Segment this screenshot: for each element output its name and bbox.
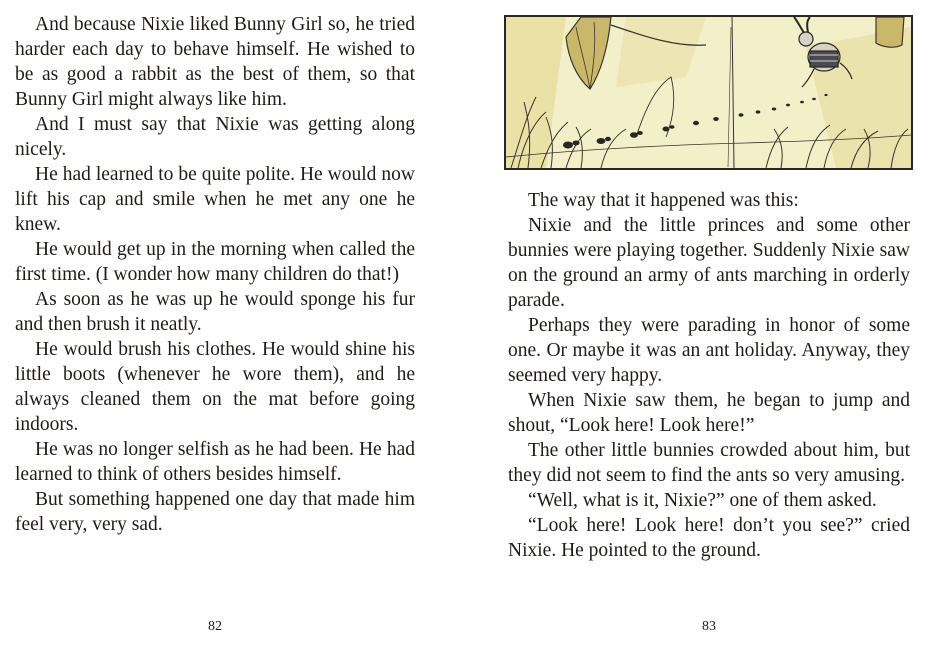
paragraph: And I must say that Nixie was getting along nicely. — [15, 114, 415, 160]
paragraph: But something happened one day that made him feel very, very sad. — [15, 489, 415, 535]
paragraph: He would brush his clothes. He would shine his little boots (whenever he wore them), and he always cleaned them on the mat before going indoors. — [15, 339, 415, 435]
paragraph: He was no longer selfish as he had been. He had learned to think of others besides himself. — [15, 439, 415, 485]
paragraph: He would get up in the morning when called the first time. (I wonder how many children do that!) — [15, 239, 415, 285]
paragraph: “Look here! Look here! don’t you see?” cried Nixie. He pointed to the ground. — [508, 515, 910, 561]
illustration-drawing — [506, 17, 911, 168]
paragraph: When Nixie saw them, he began to jump and shout, “Look here! Look here!” — [508, 390, 910, 436]
paragraph: Nixie and the little princes and some other bunnies were playing together. Suddenly Nixie saw on the ground an army of ants marching in orderly parade. — [508, 215, 910, 311]
paragraph: As soon as he was up he would sponge his fur and then brush it neatly. — [15, 289, 415, 335]
page-number: 83 — [702, 619, 716, 634]
paragraph: Perhaps they were parading in honor of some one. Or maybe it was an ant holiday. Anyway, they seemed very happy. — [508, 315, 910, 386]
right-page-text — [508, 188, 910, 563]
page-number: 82 — [208, 619, 222, 634]
paragraph: The other little bunnies crowded about him, but they did not seem to find the ants so very amusing. — [508, 440, 910, 486]
left-page-text — [15, 12, 415, 537]
illustration-rabbit-and-ants — [504, 15, 913, 170]
paragraph: He had learned to be quite polite. He would now lift his cap and smile when he met any one he knew. — [15, 164, 415, 235]
paragraph: The way that it happened was this: — [528, 190, 799, 211]
paragraph: And because Nixie liked Bunny Girl so, he tried harder each day to behave himself. He wished to be as good a rabbit as the best of them, so that Bunny Girl might always like him. — [15, 14, 415, 110]
paragraph: “Well, what is it, Nixie?” one of them asked. — [528, 490, 877, 511]
